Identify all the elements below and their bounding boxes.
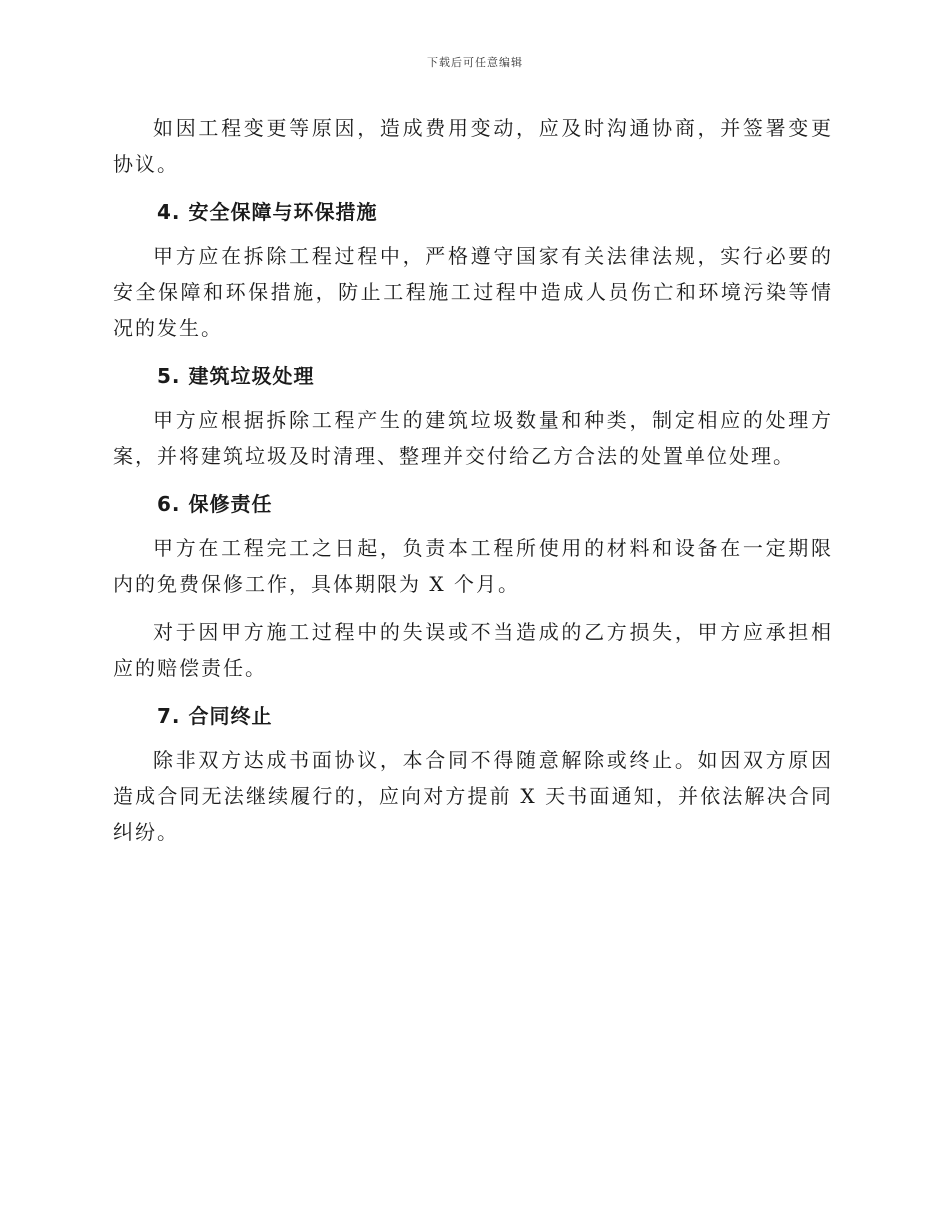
document-body — [113, 110, 833, 862]
section-5-heading: 5. 建筑垃圾处理 — [157, 364, 315, 388]
section-7-heading: 7. 合同终止 — [157, 704, 273, 728]
section-6-heading: 6. 保修责任 — [157, 492, 273, 516]
section-5-paragraph: 甲方应根据拆除工程产生的建筑垃圾数量和种类，制定相应的处理方案，并将建筑垃圾及时清理、整理并交付给乙方合法的处置单位处理。 — [113, 408, 833, 468]
intro-paragraph: 如因工程变更等原因，造成费用变动，应及时沟通协商，并签署变更协议。 — [113, 116, 833, 176]
section-4-paragraph: 甲方应在拆除工程过程中，严格遵守国家有关法律法规，实行必要的安全保障和环保措施，防止工程施工过程中造成人员伤亡和环境污染等情况的发生。 — [113, 244, 833, 340]
section-6-paragraph-1: 甲方在工程完工之日起，负责本工程所使用的材料和设备在一定期限内的免费保修工作，具体期限为 X 个月。 — [113, 536, 833, 596]
page-header: 下载后可任意编辑 — [427, 56, 523, 69]
section-4-heading: 4. 安全保障与环保措施 — [157, 200, 378, 224]
section-6-paragraph-2: 对于因甲方施工过程中的失误或不当造成的乙方损失，甲方应承担相应的赔偿责任。 — [113, 620, 833, 680]
section-7-paragraph: 除非双方达成书面协议，本合同不得随意解除或终止。如因双方原因造成合同无法继续履行的，应向对方提前 X 天书面通知，并依法解决合同纠纷。 — [113, 748, 833, 844]
